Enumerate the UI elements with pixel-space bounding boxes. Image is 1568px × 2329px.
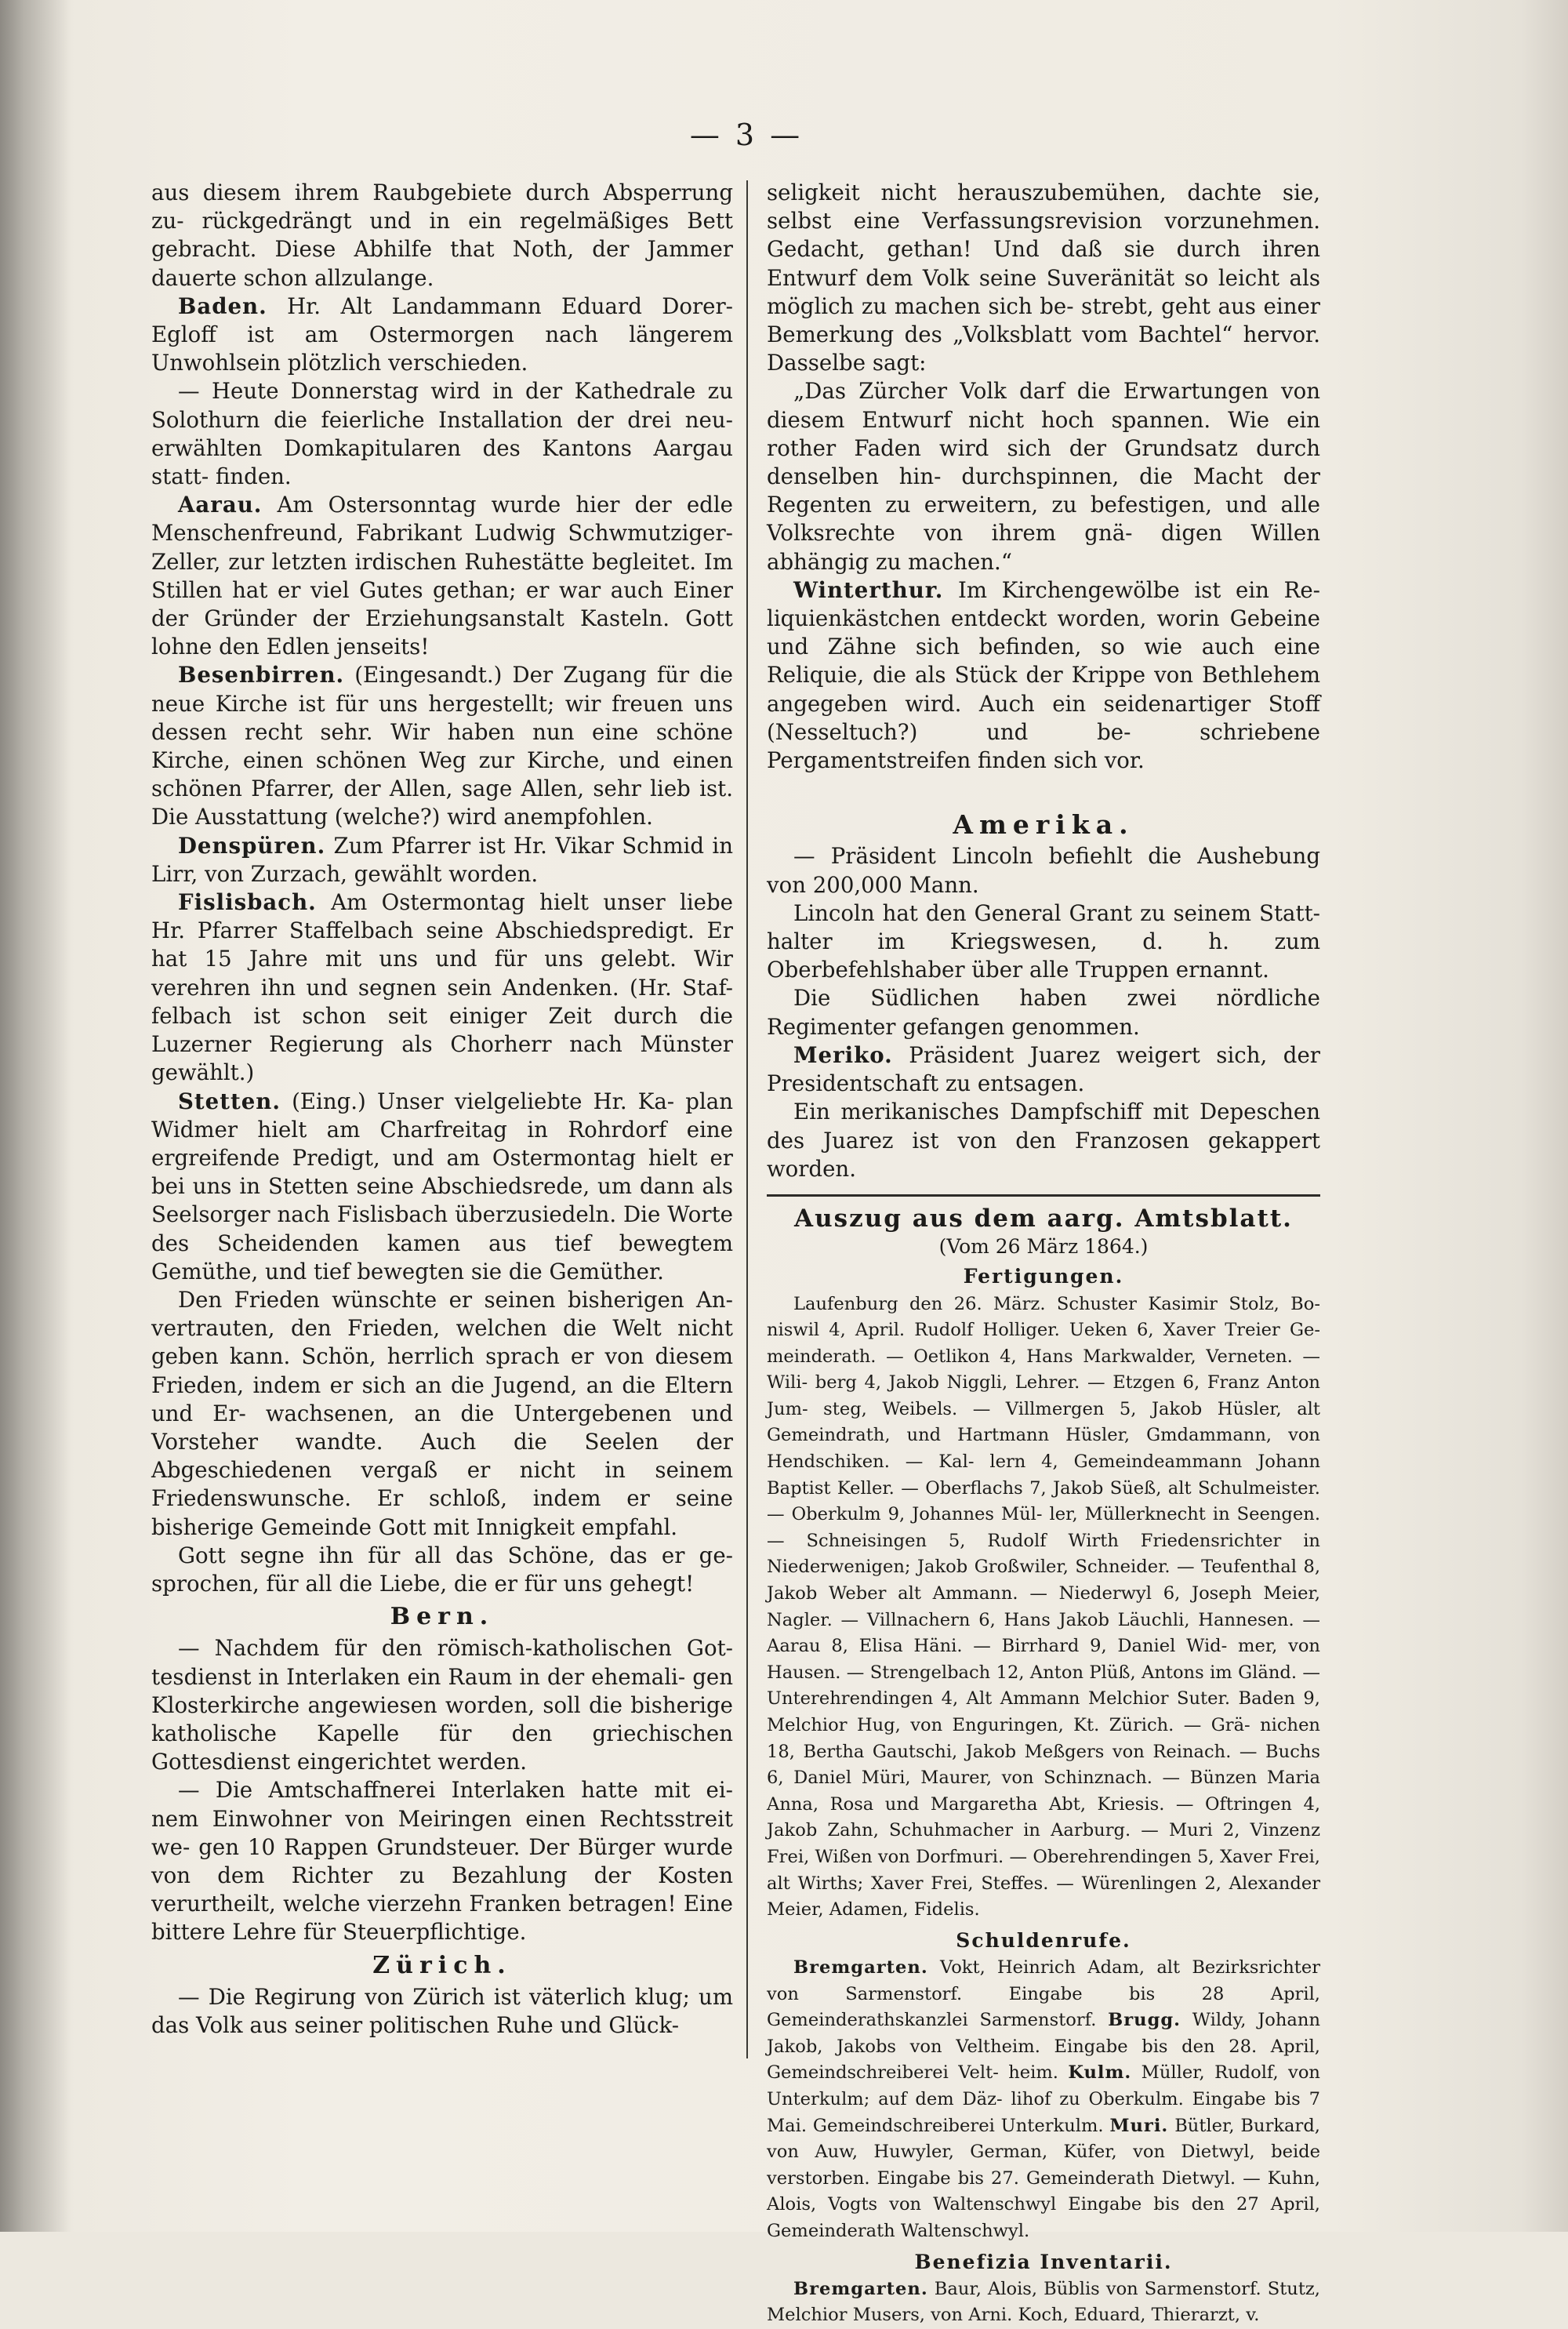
benefizia-place: Bremgarten. (793, 2278, 928, 2299)
paragraph: seligkeit nicht herauszubemühen, dachte sie, selbst eine Verfassungsrevision vorzunehmen. Gedacht, gethan! Und daß sie durch ihren Entwurf dem Volk seine Suveränität so leicht als möglich zu machen sich be- strebt, geht aus einer Bemerkung des „Volksblatt vom Bachtel“ hervor. Dasselbe sagt: (767, 180, 1320, 376)
right-column-articles (767, 179, 1320, 1183)
schuldenruf-place: Brugg. (1108, 2010, 1181, 2031)
schuldenruf-place: Bremgarten. (793, 1957, 928, 1978)
schuldenruf-place: Muri. (1109, 2115, 1169, 2136)
amtsblatt-section (767, 1204, 1320, 2329)
paragraph: aus diesem ihrem Raubgebiete durch Absperrung zu- rückgedrängt und in ein regelmäßiges Bett gebracht. Diese Abhilfe that Noth, der Jammer dauerte schon allzulange. (151, 180, 733, 291)
news-text: Am Ostermontag hielt unser liebe Hr. Pfarrer Staffelbach seine Abschiedspredigt. Er hat 15 Jahre mit uns und für uns gelebt. Wir verehren ihn und segnen sein Andenken. (Hr. Staf- felbach ist schon seit einiger Zeit durch die Luzerner Regierung als Chorherr nach Münster gewählt.) (151, 889, 733, 1086)
amtsblatt-title: Auszug aus dem aarg. Amtsblatt. (794, 1204, 1293, 1233)
paragraph: — Präsident Lincoln befiehlt die Aushebung von 200,000 Mann. (767, 843, 1320, 898)
news-item (151, 1088, 733, 1286)
news-place: Meriko. (793, 1041, 893, 1068)
schuldenruf-entry: Wildy, Johann Jakob, Jakobs von Veltheim. Eingabe bis den 28. April, Gemeindschreiberei Velt- heim. (767, 2010, 1320, 2084)
paragraph: Den Frieden wünschte er seinen bisherigen An- vertrauten, den Frieden, welchen die Welt nicht geben kann. Schön, herrlich sprach er von diesem Frieden, indem er sich an die Jugend, an die Eltern und Er- wachsenen, an die Untergebenen und Vorsteher wandte. Auch die Seelen der Abgeschiedenen vergaß er nicht in seinem Friedenswunsche. Er schloß, indem er seine bisherige Gemeinde Gott mit Innigkeit empfahl. (151, 1286, 733, 1540)
paragraph: Gott segne ihn für all das Schöne, das er ge- sprochen, für all die Liebe, die er für uns gehegt! (151, 1542, 733, 1597)
news-item (151, 832, 733, 888)
section-heading: Zürich. (372, 1951, 512, 1979)
news-text: (Eingesandt.) Der Zugang für die neue Kirche ist für uns hergestellt; wir freuen uns dessen recht sehr. Wir haben nun eine schöne Kirche, einen schönen Weg zur Kirche, und einen schönen Pfarrer, der Allen, sage Allen, sehr lieb ist. Die Ausstattung (welche?) wird anempfohlen. (151, 662, 733, 830)
benefizia-entry: Baur, Alois, Büblis von Sarmenstorf. Stutz, Melchior Musers, von Arni. Koch, Eduard, Thierarzt, v. (767, 2278, 1320, 2326)
paragraph: — Heute Donnerstag wird in der Kathedrale zu Solothurn die feierliche Installation der drei neu- erwählten Domkapitularen des Kantons Aargau statt- finden. (151, 378, 733, 490)
news-item (151, 661, 733, 831)
news-text: Zum Pfarrer ist Hr. Vikar Schmid in Lirr, von Zurzach, gewählt worden. (151, 832, 733, 887)
section-heading: Amerika. (953, 809, 1134, 841)
news-item (151, 491, 733, 661)
amtsblatt-date: (Vom 26 März 1864.) (938, 1235, 1149, 1259)
schuldenruf-place: Kulm. (1068, 2062, 1132, 2084)
paragraph: Lincoln hat den General Grant zu seinem Statt- halter im Kriegswesen, d. h. zum Oberbefehlshaber über alle Truppen ernannt. (767, 899, 1320, 983)
schuldenruf-entry: Bütler, Burkard, von Auw, Huwyler, German, Küfer, von Dietwyl, beide verstorben. Eingabe bis 27. Gemeinderath Dietwyl. — Kuhn, Alois, Vogts von Waltenschwyl Eingabe bis den 27 April, Gemeinderath Waltenschwyl. (767, 2115, 1320, 2241)
page-number: — 3 — (689, 118, 804, 152)
news-place: Winterthur. (793, 576, 944, 603)
book-spine-shadow (0, 0, 71, 2232)
right-column (767, 179, 1320, 2329)
left-column (151, 179, 733, 2040)
fertigungen-text: Laufenburg den 26. März. Schuster Kasimir Stolz, Bo- niswil 4, April. Rudolf Holliger. Ueken 6, Xaver Treier Ge- meinderath. — Oetlikon 4, Hans Markwalder, Verneten. — Wili- berg 4, Jakob Niggli, Lehrer. — Etzgen 6, Franz Anton Jum- steg, Weibels. — Villmergen 5, Jakob Hüsler, alt Gemeindrath, und Hartmann Hüsler, Gmdammann, von Hendschiken. — Kal- lern 4, Gemeindeammann Johann Baptist Keller. — Oberflachs 7, Jakob Süeß, alt Schulmeister. — Oberkulm 9, Johannes Mül- ler, Müllerknecht in Seengen. — Schneisingen 5, Rudolf Wirth Friedensrichter in Niederwenigen; Jakob Großwiler, Schneider. — Teufenthal 8, Jakob Weber alt Ammann. — Niederwyl 6, Joseph Meier, Nagler. — Villnachern 6, Hans Jakob Läuchli, Hannesen. — Aarau 8, Elisa Häni. — Birrhard 9, Daniel Wid- mer, von Hausen. — Strengelbach 12, Anton Plüß, Antons im Gländ. — Unterehrendingen 4, Alt Ammann Melchior Suter. Baden 9, Melchior Hug, von Enguringen, Kt. Zürich. — Grä- nichen 18, Bertha Gautschi, Jakob Meßgers von Reinach. — Buchs 6, Daniel Müri, Maurer, von Schinznach. — Bünzen Maria Anna, Rosa und Margaretha Abt, Kriesis. — Oftringen 4, Jakob Zahn, Schuhmacher in Aarburg. — Muri 2, Vinzenz Frei, Wißen von Dorfmuri. — Oberehrendingen 5, Xaver Frei, alt Wirths; Xaver Frei, Steffes. — Würenlingen 2, Alexander Meier, Adamen, Fidelis. (767, 1293, 1320, 1920)
paragraph: Die Südlichen haben zwei nördliche Regimenter gefangen genommen. (767, 985, 1320, 1040)
benefizia-text (767, 2276, 1320, 2329)
news-text: (Eing.) Unser vielgeliebte Hr. Ka- plan Widmer hielt am Charfreitag in Rohrdorf eine ergreifende Predigt, und am Ostermontag hielt er bei uns in Stetten seine Abschiedsrede, um dann als Seelsorger nach Fislisbach überzusiedeln. Die Worte des Scheidenden kamen aus tief bewegtem Gemüthe, und tief bewegten sie die Gemüther. (151, 1088, 733, 1284)
news-place: Aarau. (178, 492, 263, 518)
news-text: Am Ostersonntag wurde hier der edle Menschenfreund, Fabrikant Ludwig Schwmutziger- Zeller, zur letzten irdischen Ruhestätte begleitet. Im Stillen hat er viel Gutes gethan; er war auch Einer der Gründer der Erziehungsanstalt Kasteln. Gott lohne den Edlen jenseits! (151, 492, 733, 660)
schuldenrufe-heading: Schuldenrufe. (956, 1928, 1131, 1952)
paragraph: — Die Amtschaffnerei Interlaken hatte mit ei- nem Einwohner von Meiringen einen Rechtsstreit we- gen 10 Rappen Grundsteuer. Der Bürger wurde von dem Richter zu Bezahlung der Kosten verurtheilt, welche vierzehn Franken betragen! Eine bittere Lehre für Steuerpflichtige. (151, 1777, 733, 1946)
fertigungen-heading: Fertigungen. (963, 1265, 1124, 1288)
paragraph: Ein merikanisches Dampfschiff mit Depeschen des Juarez ist von den Franzosen gekappert worden. (767, 1099, 1320, 1182)
news-item (767, 1041, 1320, 1098)
news-text: Im Kirchengewölbe ist ein Re- liquienkästchen entdeckt worden, worin Gebeine und Zähne sich befinden, so wie auch eine Reliquie, die als Stück der Krippe von Bethlehem angegeben wird. Auch ein seidenartiger Stoff (Nesseltuch?) und be- schriebene Pergamentstreifen finden sich vor. (767, 576, 1320, 774)
benefizia-heading: Benefizia Inventarii. (914, 2250, 1173, 2273)
news-text: Präsident Juarez weigert sich, der Presidentschaft zu entsagen. (767, 1041, 1320, 1097)
paragraph: — Die Regirung von Zürich ist väterlich klug; um das Volk aus seiner politischen Ruhe und Glück- (151, 1983, 733, 2038)
section-heading: Bern. (390, 1603, 495, 1631)
schuldenruf-entry: Müller, Rudolf, von Unterkulm; auf dem Däz- lihof zu Oberkulm. Eingabe bis 7 Mai. Gemeindschreiberei Unterkulm. (767, 2062, 1320, 2136)
news-place: Denspüren. (178, 832, 326, 859)
news-item (151, 292, 733, 378)
news-place: Fislisbach. (178, 889, 317, 916)
paragraph: „Das Zürcher Volk darf die Erwartungen von diesem Entwurf nicht hoch spannen. Wie ein rother Faden wird sich der Grundsatz durch denselben hin- durchspinnen, die Macht der Regenten zu erweitern, zu befestigen, und alle Volksrechte von ihrem gnä- digen Willen abhängig zu machen.“ (767, 378, 1320, 575)
news-text: Hr. Alt Landammann Eduard Dorer- Egloff ist am Ostermorgen nach längerem Unwohlsein plötzlich verschieden. (151, 292, 733, 376)
news-item (767, 576, 1320, 775)
schuldenrufe-text (767, 1955, 1320, 2245)
schuldenruf-entry: Vokt, Heinrich Adam, alt Bezirksrichter von Sarmenstorf. Eingabe bis 28 April, Gemeinderathskanzlei Sarmenstorf. (767, 1957, 1320, 2031)
news-place: Baden. (178, 292, 267, 319)
section-rule (767, 1194, 1320, 1197)
news-item (151, 888, 733, 1087)
news-place: Besenbirren. (178, 662, 345, 689)
news-place: Stetten. (178, 1088, 281, 1114)
paragraph: — Nachdem für den römisch-katholischen Got- tesdienst in Interlaken ein Raum in der ehemali- gen Klosterkirche angewiesen worden, soll die bisherige katholische Kapelle für den griechischen Gottesdienst eingerichtet werden. (151, 1635, 733, 1775)
column-divider (746, 180, 748, 2058)
